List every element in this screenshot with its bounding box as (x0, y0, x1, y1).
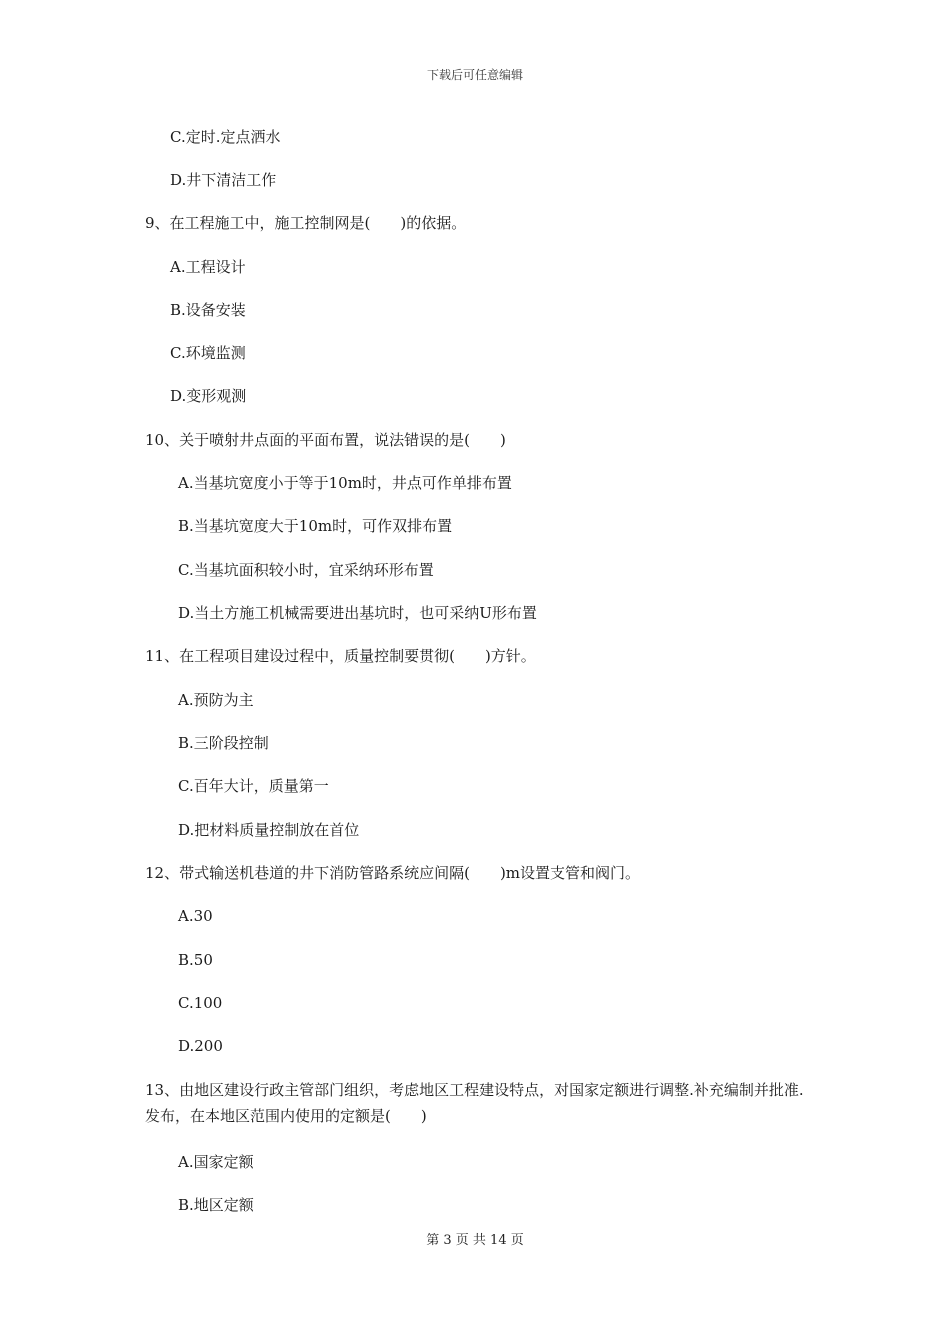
option-a-q11: A.预防为主 (178, 691, 254, 709)
question-11: 11、在工程项目建设过程中，质量控制要贯彻( )方针。 (145, 647, 536, 665)
option-a-q13: A.国家定额 (178, 1153, 254, 1171)
option-b-q9: B.设备安装 (170, 301, 246, 319)
option-c-q8: C.定时.定点洒水 (170, 128, 281, 146)
option-c-q9: C.环境监测 (170, 344, 246, 362)
question-9: 9、在工程施工中，施工控制网是( )的依据。 (145, 214, 467, 232)
option-d-q11: D.把材料质量控制放在首位 (178, 821, 360, 839)
option-b-q10: B.当基坑宽度大于10m时，可作双排布置 (178, 517, 453, 535)
question-10: 10、关于喷射井点面的平面布置，说法错误的是( ) (145, 431, 506, 449)
page-number: 第 3 页 共 14 页 (426, 1233, 524, 1248)
option-a-q9: A.工程设计 (170, 258, 246, 276)
question-13: 13、由地区建设行政主管部门组织，考虑地区工程建设特点，对国家定额进行调整.补充编制并批准.发布，在本地区范围内使用的定额是( ) (145, 1081, 804, 1125)
question-12: 12、带式输送机巷道的井下消防管路系统应间隔( )m设置支管和阀门。 (145, 864, 641, 882)
option-d-q9: D.变形观测 (170, 387, 247, 405)
option-d-q8: D.井下清洁工作 (170, 171, 277, 189)
option-a-q12: A.30 (178, 907, 213, 925)
option-c-q10: C.当基坑面积较小时，宜采纳环形布置 (178, 561, 434, 579)
option-c-q12: C.100 (178, 994, 223, 1012)
option-b-q12: B.50 (178, 951, 213, 969)
option-d-q12: D.200 (178, 1037, 223, 1055)
option-c-q11: C.百年大计，质量第一 (178, 777, 329, 795)
option-b-q11: B.三阶段控制 (178, 734, 269, 752)
option-a-q10: A.当基坑宽度小于等于10m时，井点可作单排布置 (178, 474, 512, 492)
header-note: 下载后可任意编辑 (426, 68, 523, 82)
option-b-q13: B.地区定额 (178, 1196, 254, 1214)
option-d-q10: D.当土方施工机械需要进出基坑时，也可采纳U形布置 (178, 604, 537, 622)
